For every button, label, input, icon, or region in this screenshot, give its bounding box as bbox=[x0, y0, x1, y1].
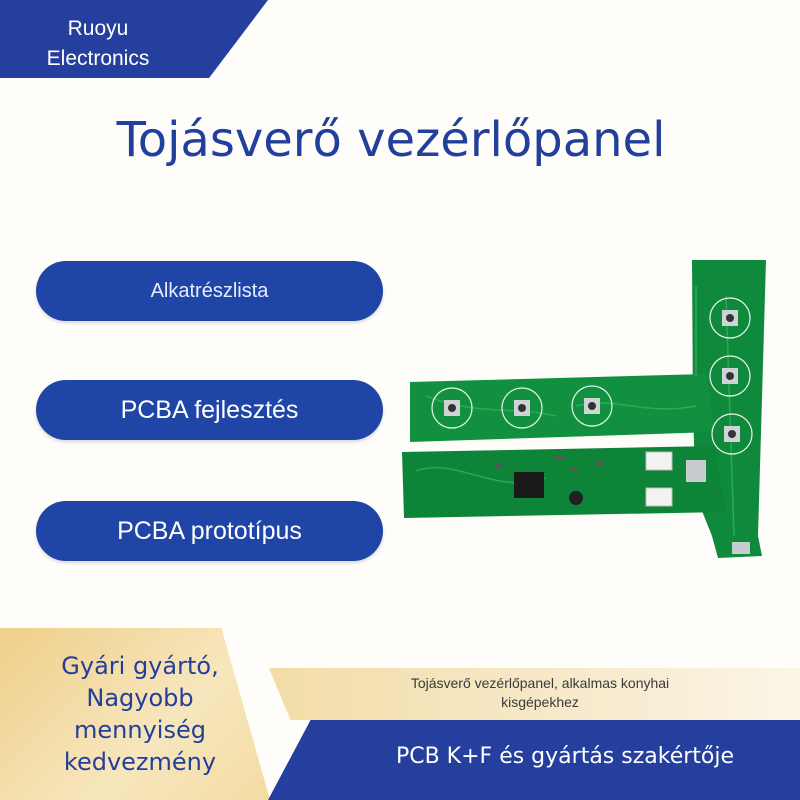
promo-line-4: kedvezmény bbox=[63, 748, 217, 776]
usb-port-2 bbox=[732, 542, 750, 554]
caption-line-1: Tojásverő vezérlőpanel, alkalmas konyhai bbox=[410, 675, 670, 691]
footer-text: PCB K+F és gyártás szakértője bbox=[395, 744, 735, 769]
caption-line-2: kisgépekhez bbox=[501, 694, 579, 710]
brand-name bbox=[18, 14, 178, 74]
promo-text bbox=[30, 650, 250, 778]
pill-bom[interactable] bbox=[36, 261, 383, 321]
promo-line-1: Gyári gyártó, bbox=[61, 652, 219, 680]
pill-pcba-prototype-label: PCBA prototípus bbox=[117, 516, 302, 545]
pill-pcba-development-label: PCBA fejlesztés bbox=[120, 395, 299, 424]
page-title: Tojásverő vezérlőpanel bbox=[116, 112, 666, 168]
promo-line-2: Nagyobb bbox=[86, 684, 194, 712]
brand-line-2: Electronics bbox=[46, 47, 150, 70]
pcb-product-image bbox=[396, 256, 786, 576]
pill-pcba-development[interactable] bbox=[36, 380, 383, 440]
pill-bom-label: Alkatrészlista bbox=[150, 279, 269, 302]
brand-line-1: Ruoyu bbox=[67, 17, 129, 40]
caption-text bbox=[330, 674, 750, 712]
connector-2 bbox=[646, 488, 672, 506]
connector-1 bbox=[646, 452, 672, 470]
ic-chip bbox=[514, 472, 544, 498]
pill-pcba-prototype[interactable] bbox=[36, 501, 383, 561]
pcb-board-illustration bbox=[396, 256, 786, 576]
promo-line-3: mennyiség bbox=[74, 716, 206, 744]
usb-port bbox=[686, 460, 706, 482]
